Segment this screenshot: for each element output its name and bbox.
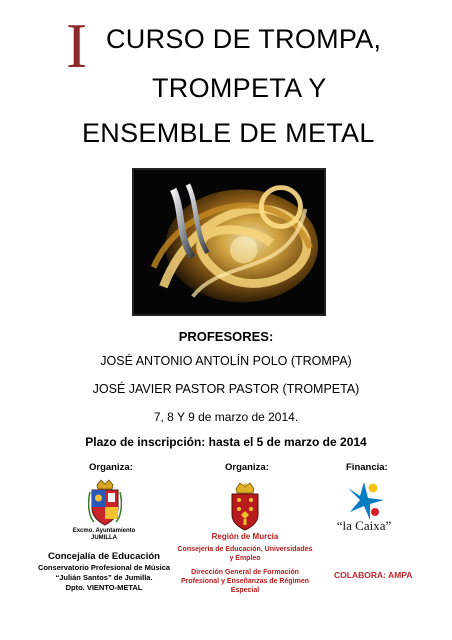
professor-2: JOSÉ JAVIER PASTOR PASTOR (TROMPETA) [92,382,360,396]
departamento-viento-metal: Dpto. VIENTO-METAL [65,583,143,592]
direccion-general-line-3: Especial [230,587,260,594]
colabora-ampa: COLABORA: AMPA [334,570,413,580]
ayuntamiento-line-2: JUMILLA [91,535,117,541]
conservatorio-line-1: Conservatorio Profesional de Música [37,563,171,572]
concejalia-educacion: Concejalía de Educación [48,551,160,562]
conservatorio-line-2: “Julián Santos” de Jumilla. [55,573,153,582]
jumilla-crest-icon [88,479,122,527]
region-murcia-label: Región de Murcia [211,532,279,541]
title-line-2: TROMPETA Y [152,73,327,103]
organiza-heading-1: Organiza: [89,462,133,473]
poster-photo [132,168,326,316]
consejeria-line-2: y Empleo [229,555,261,562]
organiza-heading-2: Organiza: [225,462,269,473]
murcia-crest-icon [229,481,261,531]
course-dates: 7, 8 Y 9 de marzo de 2014. [153,410,299,424]
professors-heading: PROFESORES: [178,329,274,344]
title-line-3: ENSEMBLE DE METAL [82,118,375,148]
la-caixa-wordmark: “la Caixa” [336,518,392,533]
title-line-1: CURSO DE TROMPA, [106,24,382,54]
professor-1: JOSÉ ANTONIO ANTOLÍN POLO (TROMPA) [100,354,352,368]
ayuntamiento-line-1: Excmo. Ayuntamiento [72,528,136,534]
financia-heading: Financia: [346,462,388,473]
consejeria-line-1: Consejería de Educación, Universidades [177,546,313,553]
title-roman-numeral: I [66,10,88,81]
brass-instrument-swirl-image [134,170,324,314]
direccion-general-line-2: Profesional y Enseñanzas de Régimen [181,578,309,585]
direccion-general-line-1: Dirección General de Formación [191,569,299,576]
registration-deadline: Plazo de inscripción: hasta el 5 de marzo de 2014 [85,435,367,449]
